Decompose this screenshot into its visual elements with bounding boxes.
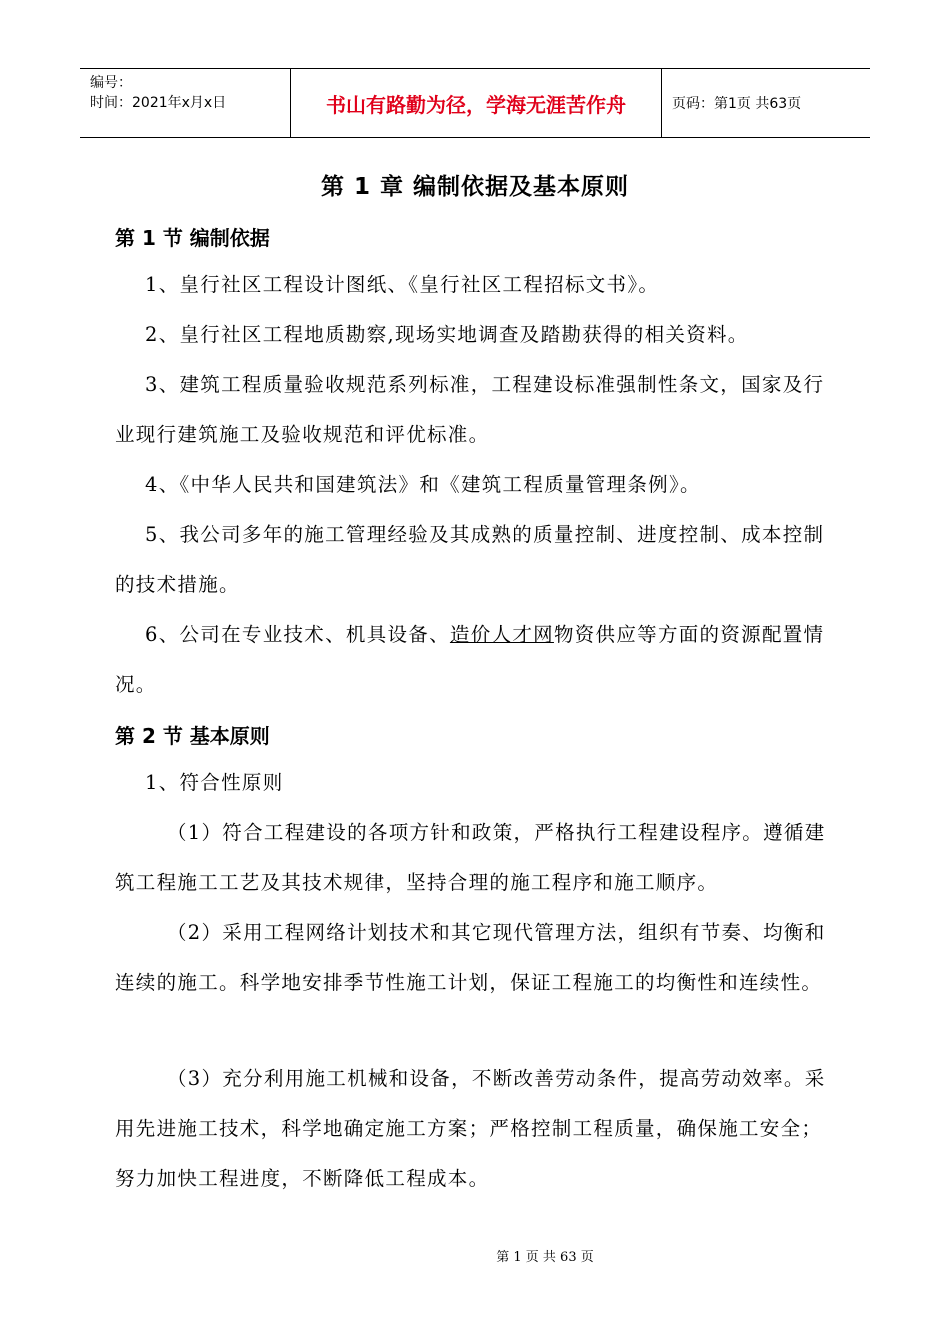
list-item: 4、《中华人民共和国建筑法》和《建筑工程质量管理条例》。 — [145, 473, 701, 496]
list-item: 2、皇行社区工程地质勘察,现场实地调查及踏勘获得的相关资料。 — [145, 323, 749, 346]
list-item: 3、建筑工程质量验收规范系列标准，工程建设标准强制性条文，国家及行业现行建筑施工及验收规范和评优标准。 — [115, 373, 825, 446]
chapter-title: 第 1 章 编制依据及基本原则 — [320, 174, 630, 200]
section-title-1: 第 1 节 编制依据 — [115, 226, 270, 250]
subsection-title: 1、符合性原则 — [145, 771, 284, 794]
principle-item: （1）符合工程建设的各项方针和政策，严格执行工程建设程序。遵循建筑工程施工工艺及其技术规律，坚持合理的施工程序和施工顺序。 — [115, 821, 826, 894]
list-item: 5、我公司多年的施工管理经验及其成熟的质量控制、进度控制、成本控制的技术措施。 — [115, 523, 825, 596]
principle-item: （2）采用工程网络计划技术和其它现代管理方法，组织有节奏、均衡和连续的施工。科学地安排季节性施工计划，保证工程施工的均衡性和连续性。 — [115, 921, 826, 994]
page-header — [80, 68, 870, 138]
header-meta — [80, 69, 291, 137]
page-footer: 第 1 页 共 63 页 — [496, 1250, 594, 1265]
section-title-2: 第 2 节 基本原则 — [115, 724, 270, 748]
header-motto: 书山有路勤为径，学海无涯苦作舟 — [291, 69, 662, 137]
header-page-info: 页码：第1页 共63页 — [672, 96, 802, 112]
doc-number-label: 编号： — [90, 75, 132, 91]
cost-talent-link[interactable]: 造价人才网 — [449, 623, 554, 646]
time-label: 时间：2021年x月x日 — [90, 95, 227, 111]
principle-item: （3）充分利用施工机械和设备，不断改善劳动条件，提高劳动效率。采用先进施工技术，科学地确定施工方案；严格控制工程质量，确保施工安全；努力加快工程进度，不断降低工程成本。 — [115, 1067, 826, 1190]
list-item: 6、公司在专业技术、机具设备、造价人才网物资供应等方面的资源配置情况。 — [115, 623, 825, 696]
list-item: 1、皇行社区工程设计图纸、《皇行社区工程招标文书》。 — [145, 273, 660, 296]
